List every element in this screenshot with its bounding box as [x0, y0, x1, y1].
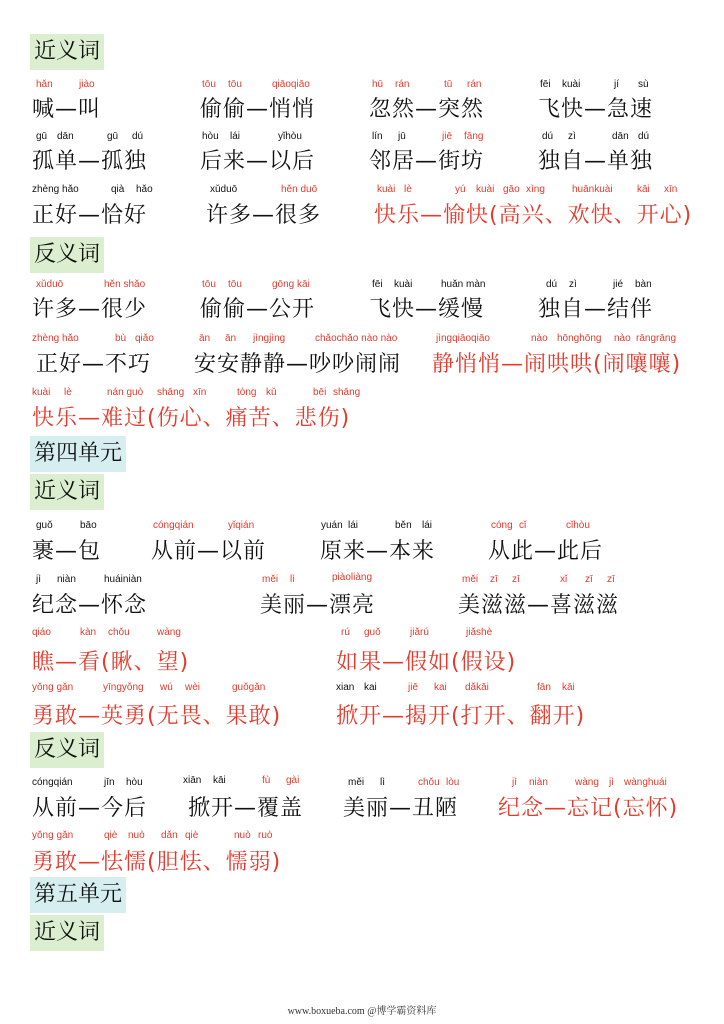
pinyin: jiào	[79, 79, 95, 90]
pinyin: zī	[607, 574, 615, 585]
pinyin: jìngjìng	[253, 333, 286, 344]
pinyin: jū	[398, 131, 406, 142]
pinyin: kāi	[637, 184, 650, 195]
word-pair: 原来—本来	[320, 539, 436, 564]
pinyin: zì	[569, 279, 577, 290]
heading-antonyms-2: 反义词	[30, 732, 104, 768]
pinyin: dǎn	[161, 830, 178, 841]
pinyin: lái	[348, 520, 359, 531]
heading-synonyms-3: 近义词	[30, 915, 104, 951]
pinyin: tōu	[202, 279, 216, 290]
pinyin: qiāoqiāo	[272, 79, 310, 90]
pinyin: fān	[537, 682, 551, 693]
pinyin: kāi	[562, 682, 575, 693]
pinyin: qià	[111, 184, 125, 195]
word-pair: 勇敢—怯懦(胆怯、懦弱)	[32, 850, 282, 875]
word-pair: 快乐—愉快(高兴、欢快、开心)	[374, 203, 693, 228]
pinyin: qiǎo	[135, 333, 154, 344]
pinyin: lòu	[446, 777, 460, 788]
pinyin: bēi	[313, 387, 327, 398]
pinyin: hòu	[126, 777, 143, 788]
word-pair: 许多—很多	[206, 203, 322, 228]
footer-credit: www.boxueba.com @博学霸资料库	[287, 1006, 437, 1017]
word-pair: 如果—假如(假设)	[336, 650, 517, 675]
pinyin: yǐhòu	[278, 131, 302, 142]
pinyin: guǒgǎn	[232, 682, 266, 693]
word-pair: 快乐—难过(伤心、痛苦、悲伤)	[32, 406, 351, 431]
pinyin: hū	[372, 79, 384, 90]
pinyin: cǐhòu	[566, 520, 590, 531]
pinyin: dān	[57, 131, 74, 142]
word-pair: 掀开—揭开(打开、翻开)	[336, 704, 586, 729]
pinyin: bàn	[635, 279, 652, 290]
pinyin: fēi	[372, 279, 383, 290]
pinyin: rán	[395, 79, 410, 90]
pinyin: huáiniàn	[104, 574, 142, 585]
pinyin: shāng	[157, 387, 185, 398]
pinyin: tū	[444, 79, 453, 90]
pinyin: wànghuái	[624, 777, 667, 788]
pinyin: jié	[613, 279, 624, 290]
pinyin: xǔduō	[36, 279, 64, 290]
word-pair: 美丽—丑陋	[343, 796, 459, 821]
pinyin: cǐ	[519, 520, 527, 531]
pinyin: piàoliàng	[332, 572, 373, 583]
pinyin: jiǎrú	[410, 627, 429, 638]
pinyin: chǒu	[418, 777, 440, 788]
word-pair: 静悄悄—闹哄哄(闹嚷嚷)	[432, 352, 682, 377]
pinyin: bù	[115, 333, 127, 344]
pinyin: dǎkāi	[465, 682, 489, 693]
pinyin: rú	[341, 627, 350, 638]
pinyin: fù	[262, 775, 271, 786]
pinyin: gū	[36, 131, 48, 142]
heading-synonyms-1: 近义词	[30, 34, 104, 70]
pinyin: gāo	[503, 184, 520, 195]
pinyin: shāng	[333, 387, 361, 398]
pinyin: bāo	[80, 520, 97, 531]
pinyin: ruò	[258, 830, 273, 841]
pinyin: jiǎshè	[466, 627, 493, 638]
word-pair: 从前—今后	[32, 796, 148, 821]
pinyin: zī	[490, 574, 498, 585]
pinyin: jīn	[104, 777, 115, 788]
word-pair: 许多—很少	[32, 297, 148, 322]
pinyin: zhèng hǎo	[32, 184, 79, 195]
pinyin: dān	[612, 131, 629, 142]
pinyin: xīn	[193, 387, 207, 398]
word-pair: 独自—单独	[538, 149, 654, 174]
pinyin: měi	[462, 574, 479, 585]
pinyin: tōu	[228, 79, 242, 90]
word-pair: 独自—结伴	[538, 297, 654, 322]
pinyin: kǔ	[266, 387, 277, 398]
word-pair: 瞧—看(瞅、望)	[32, 650, 190, 675]
pinyin: niàn	[529, 777, 548, 788]
pinyin: guǒ	[364, 627, 381, 638]
pinyin: jí	[614, 79, 619, 90]
pinyin: yǐqián	[228, 520, 255, 531]
word-pair: 从前—以前	[151, 539, 267, 564]
pinyin: jiē	[408, 682, 419, 693]
pinyin: fēi	[540, 79, 551, 90]
pinyin: yuán	[321, 520, 343, 531]
pinyin: gài	[286, 775, 300, 786]
pinyin: nán guò	[107, 387, 144, 398]
pinyin: lè	[404, 184, 412, 195]
word-pair: 飞快—缓慢	[369, 297, 485, 322]
word-pair: 正好—恰好	[32, 203, 148, 228]
pinyin: wèi	[185, 682, 201, 693]
word-pair: 安安静静—吵吵闹闹	[194, 352, 402, 377]
pinyin: fāng	[464, 131, 484, 142]
pinyin: zī	[585, 574, 593, 585]
word-pair: 飞快—急速	[538, 97, 654, 122]
pinyin: gū	[107, 131, 119, 142]
pinyin: jì	[609, 777, 614, 788]
pinyin: běn	[395, 520, 412, 531]
pinyin: dú	[542, 131, 554, 142]
pinyin: nuò	[234, 830, 251, 841]
pinyin: jì	[36, 574, 41, 585]
pinyin: lái	[230, 131, 241, 142]
word-pair: 孤单—孤独	[32, 149, 148, 174]
pinyin: lín	[372, 131, 383, 142]
pinyin: lè	[64, 387, 72, 398]
pinyin: hǎn	[36, 79, 53, 90]
pinyin: kuài	[32, 387, 51, 398]
pinyin: kuài	[377, 184, 396, 195]
pinyin: chǒu	[108, 627, 130, 638]
pinyin: lì	[290, 574, 295, 585]
pinyin: xǔduō	[210, 184, 238, 195]
pinyin: guǒ	[36, 520, 53, 531]
heading-antonyms-1: 反义词	[30, 237, 104, 273]
word-pair: 正好—不巧	[36, 352, 152, 377]
word-pair: 掀开—覆盖	[188, 796, 304, 821]
pinyin: nào	[614, 333, 631, 344]
pinyin: xìng	[526, 184, 545, 195]
pinyin: dú	[132, 131, 144, 142]
pinyin: wàng	[157, 627, 181, 638]
pinyin: kāi	[213, 775, 226, 786]
word-pair: 忽然—突然	[369, 97, 485, 122]
pinyin: tōu	[202, 79, 216, 90]
word-pair: 纪念—忘记(忘怀)	[498, 796, 679, 821]
pinyin: gōng kāi	[272, 279, 310, 290]
heading-unit-5: 第五单元	[30, 877, 126, 913]
pinyin: cóngqián	[153, 520, 194, 531]
pinyin: kàn	[80, 627, 97, 638]
pinyin: sù	[638, 79, 649, 90]
pinyin: kuài	[394, 279, 413, 290]
pinyin: cóngqián	[32, 777, 73, 788]
word-pair: 勇敢—英勇(无畏、果敢)	[32, 704, 282, 729]
pinyin: hōnghōng	[557, 333, 602, 344]
pinyin: rāngrāng	[636, 333, 677, 344]
pinyin: huānkuài	[572, 184, 613, 195]
pinyin: niàn	[57, 574, 76, 585]
pinyin: zì	[568, 131, 576, 142]
pinyin: kuài	[476, 184, 495, 195]
word-pair: 裹—包	[32, 539, 102, 564]
pinyin: qiè	[104, 830, 118, 841]
word-pair: 美丽—漂亮	[260, 593, 376, 618]
pinyin: dú	[546, 279, 558, 290]
word-pair: 喊—叫	[32, 97, 102, 122]
word-pair: 从此—此后	[488, 539, 604, 564]
pinyin: nào	[531, 333, 548, 344]
pinyin: hòu	[202, 131, 219, 142]
pinyin: jì	[512, 777, 517, 788]
pinyin: zhèng hǎo	[32, 333, 79, 344]
pinyin: dú	[638, 131, 650, 142]
pinyin: cóng	[491, 520, 513, 531]
pinyin: hěn shǎo	[104, 279, 146, 290]
pinyin: kuài	[562, 79, 581, 90]
pinyin: chǎochǎo nào nào	[315, 333, 398, 344]
pinyin: lì	[380, 777, 385, 788]
pinyin: yīngyǒng	[103, 682, 144, 693]
pinyin: tòng	[237, 387, 257, 398]
pinyin: jiē	[442, 131, 453, 142]
pinyin: tōu	[228, 279, 242, 290]
pinyin: měi	[262, 574, 279, 585]
pinyin: zī	[512, 574, 520, 585]
pinyin: ān	[199, 333, 211, 344]
pinyin: měi	[348, 777, 365, 788]
heading-synonyms-2: 近义词	[30, 474, 104, 510]
word-pair: 偷偷—悄悄	[200, 97, 316, 122]
pinyin: xian	[336, 682, 355, 693]
pinyin: xīn	[664, 184, 678, 195]
pinyin: ān	[225, 333, 237, 344]
pinyin: yǒng gǎn	[32, 682, 74, 693]
pinyin: kai	[364, 682, 377, 693]
word-pair: 偷偷—公开	[200, 297, 316, 322]
word-pair: 邻居—街坊	[369, 149, 485, 174]
pinyin: huǎn màn	[441, 279, 486, 290]
pinyin: hǎo	[136, 184, 153, 195]
pinyin: wú	[160, 682, 173, 693]
word-pair: 后来—以后	[200, 149, 316, 174]
pinyin: yǒng gǎn	[32, 830, 74, 841]
pinyin: xǐ	[560, 574, 568, 585]
pinyin: nuò	[128, 830, 145, 841]
pinyin: xiān	[183, 775, 202, 786]
pinyin: jìngqiāoqiāo	[436, 333, 490, 344]
pinyin: lái	[422, 520, 433, 531]
pinyin: kai	[434, 682, 447, 693]
pinyin: rán	[467, 79, 482, 90]
word-pair: 美滋滋—喜滋滋	[458, 593, 620, 618]
heading-unit-4: 第四单元	[30, 436, 126, 472]
pinyin: qiáo	[32, 627, 51, 638]
pinyin: wàng	[575, 777, 599, 788]
pinyin: yú	[455, 184, 466, 195]
word-pair: 纪念—怀念	[32, 593, 148, 618]
pinyin: qiè	[185, 830, 199, 841]
pinyin: hěn duō	[281, 184, 318, 195]
